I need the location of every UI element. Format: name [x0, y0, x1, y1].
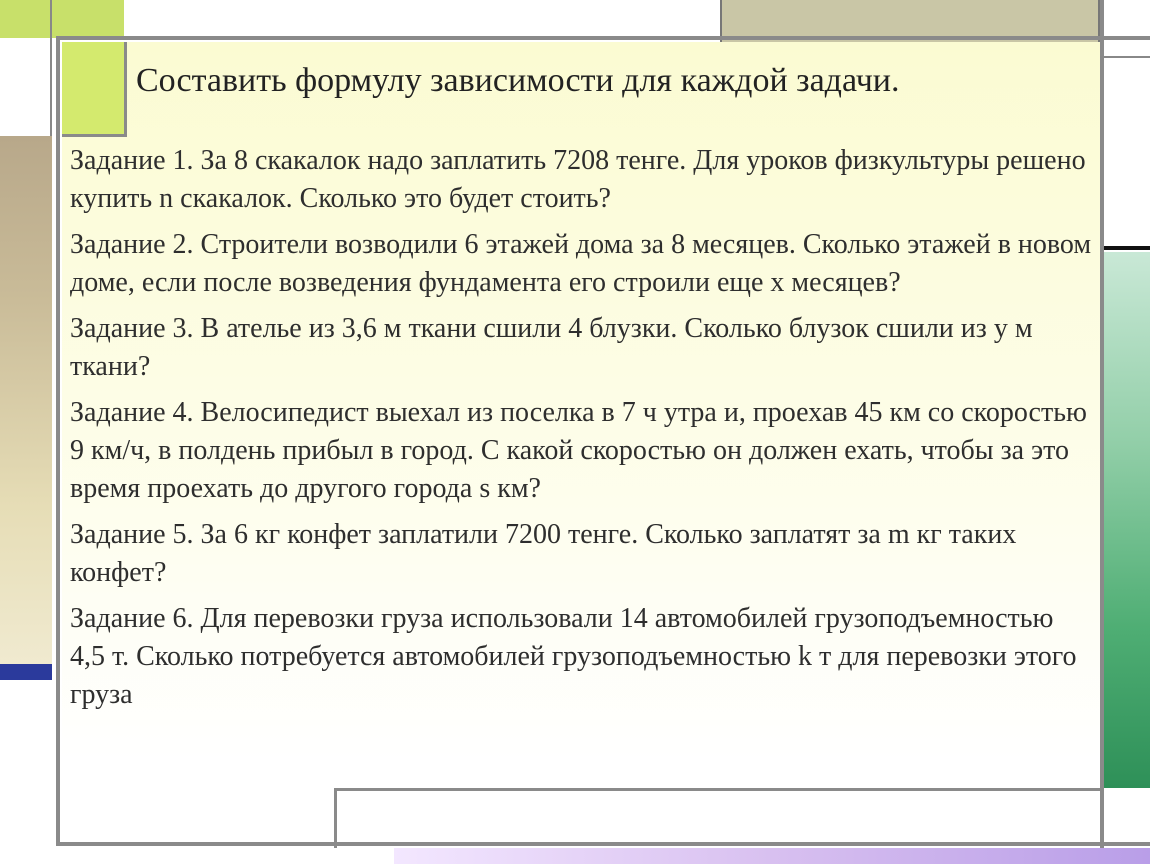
- decor-frame-top: [56, 36, 1150, 40]
- decor-frame-bottom: [56, 842, 1150, 846]
- decor-bottom-box: [334, 788, 1104, 848]
- decor-bottom-white: [56, 848, 394, 864]
- slide-title: Составить формулу зависимости для каждой задачи.: [136, 62, 900, 99]
- task-2: Задание 2. Строители возводили 6 этажей дома за 8 месяцев. Сколько этажей в новом доме, если после возведения фундамента его строили еще x месяцев?: [70, 229, 1092, 298]
- task-4: Задание 4. Велосипедист выехал из поселка в 7 ч утра и, проехав 45 км со скоростью 9 км/ч, в полдень прибыл в город. С какой скоростью он должен ехать, чтобы за это время проехать до другого города s км?: [70, 397, 1087, 504]
- decor-left-column: [0, 136, 52, 666]
- decor-blue-strip: [0, 664, 52, 680]
- decor-title-square: [62, 42, 127, 137]
- decor-frame-line: [50, 0, 52, 136]
- task-3: Задание 3. В ателье из 3,6 м ткани сшили 4 блузки. Сколько блузок сшили из y м ткани?: [70, 313, 1033, 382]
- task-6: Задание 6. Для перевозки груза использовали 14 автомобилей грузоподъемностью 4,5 т. Сколько потребуется автомобилей грузоподъемностью k т для перевозки этого груза: [70, 603, 1077, 710]
- decor-frame-line-right: [1100, 56, 1150, 58]
- task-list: [70, 142, 1092, 722]
- decor-black-line: [1104, 246, 1150, 250]
- task-5: Задание 5. За 6 кг конфет заплатили 7200 тенге. Сколько заплатят за m кг таких конфет?: [70, 519, 1017, 588]
- task-1: Задание 1. За 8 скакалок надо заплатить 7208 тенге. Для уроков физкультуры решено купить n скакалок. Сколько это будет стоить?: [70, 145, 1086, 214]
- decor-frame-left: [56, 38, 60, 846]
- decor-green-square: [0, 0, 124, 38]
- decor-bottom-gradient: [394, 848, 1150, 864]
- decor-right-column: [1104, 252, 1150, 788]
